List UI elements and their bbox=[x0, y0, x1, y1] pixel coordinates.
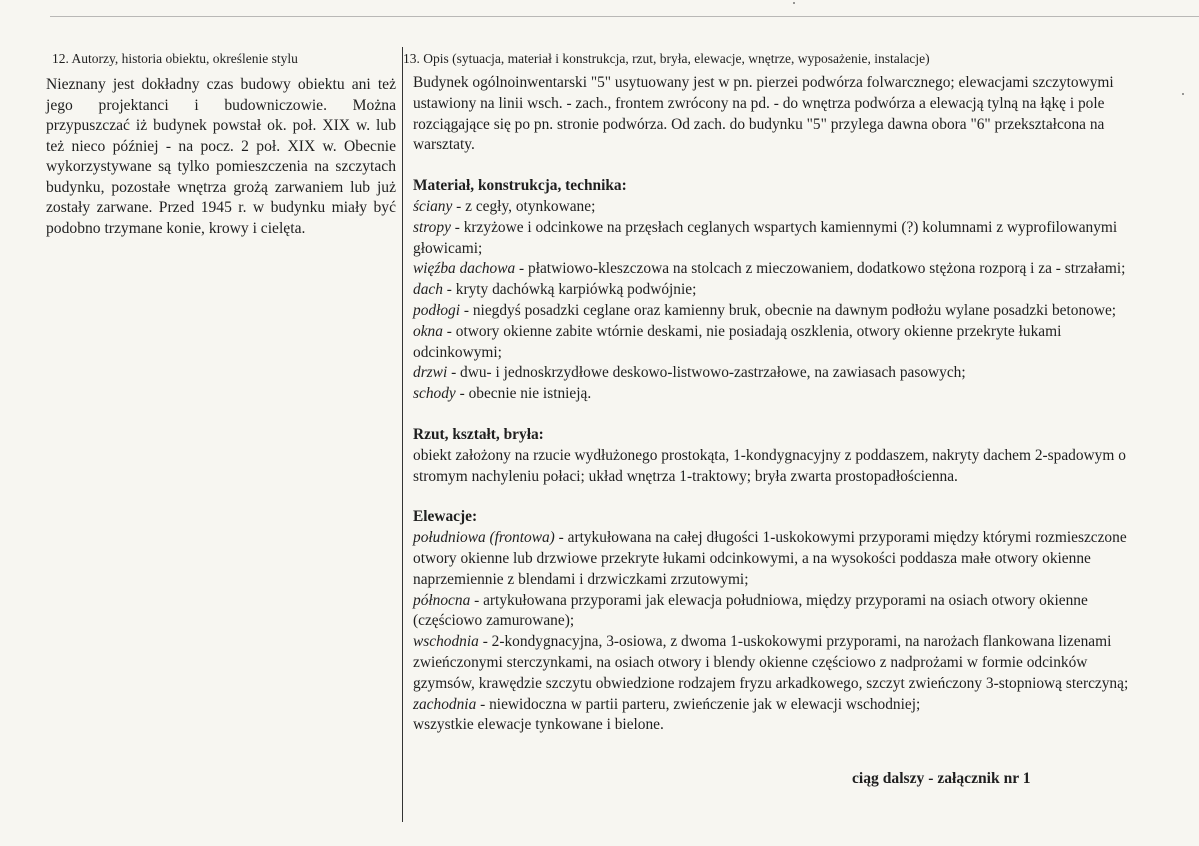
elevation-item-east bbox=[413, 632, 1145, 694]
scan-speck bbox=[1182, 93, 1184, 95]
material-item-doors bbox=[413, 363, 1145, 384]
term-text: - kryty dachówką karpiówką podwójnie; bbox=[442, 281, 697, 299]
intro-paragraph: Budynek ogólnoinwentarski "5" usytuowany jest w pn. pierzei podwórza folwarcznego; elewacjami szczytowymi ustawiony na linii wsch. - zach., frontem zwrócony na pd. - do wnętrza podwórza a elewacją tylną na łąkę i pole rozciągające się po pn. stronie podwórza. Od zach. do budynku "5" przylega dawna obora "6" przekształcona na warsztaty. bbox=[413, 74, 1114, 154]
material-item-stairs bbox=[413, 384, 1145, 405]
material-item-windows bbox=[413, 322, 1145, 364]
scan-speck bbox=[793, 2, 795, 4]
material-item-roof-truss bbox=[413, 259, 1145, 280]
term-text: - artykułowana przyporami jak elewacja południowa, między przyporami na osiach otwory okienne (częściowo zamurowane); bbox=[413, 591, 1088, 630]
term-text: - otwory okienne zabite wtórnie deskami, nie posiadają oszklenia, otwory okienne przekryte łukami odcinkowymi; bbox=[413, 322, 1062, 361]
term-label: stropy bbox=[413, 218, 451, 236]
term-label: dach bbox=[413, 281, 443, 299]
term-text: - z cegły, otynkowane; bbox=[452, 197, 596, 215]
elevations-list bbox=[413, 528, 1145, 736]
section-12-header: 12. Autorzy, historia obiektu, określenie stylu bbox=[52, 51, 298, 66]
elevation-item-north bbox=[413, 591, 1145, 633]
term-text: - niegdyś posadzki ceglane oraz kamienny bruk, obecnie na dawnym podłożu wylane posadzki betonowe; bbox=[460, 301, 1117, 319]
term-label: wschodnia bbox=[413, 633, 479, 651]
term-label: południowa (frontowa) bbox=[413, 529, 555, 547]
section-13-header: 13. Opis (sytuacja, materiał i konstrukcja, rzut, bryła, elewacje, wnętrze, wyposażenie, instalacje) bbox=[403, 51, 930, 66]
continuation-note: ciąg dalszy - załącznik nr 1 bbox=[852, 770, 1031, 787]
column-divider bbox=[402, 47, 403, 822]
term-text: - 2-kondygnacyjna, 3-osiowa, z dwoma 1-uskokowymi przyporami, na narożach flankowana lizenami zwieńczonymi sterczynkami, na osiach otwory i blendy okienne częściowo z nadprożami w formie odcinków gzymsów, krawędzie szczytu obwiedzione rodzajem fryzu arkadkowego, szczyt zwieńczony 3-stopniową sterczyną; bbox=[413, 633, 1129, 692]
section-13-description bbox=[413, 73, 1145, 736]
term-label: podłogi bbox=[413, 301, 461, 319]
scan-top-rule bbox=[50, 16, 1199, 17]
elevation-item-west bbox=[413, 695, 1145, 716]
term-label: zachodnia bbox=[413, 695, 477, 713]
elevations-closing: wszystkie elewacje tynkowane i bielone. bbox=[413, 716, 664, 734]
term-label: północna bbox=[413, 591, 471, 609]
term-label: drzwi bbox=[413, 364, 448, 382]
material-heading: Materiał, konstrukcja, technika: bbox=[413, 177, 627, 195]
term-text: - artykułowana na całej długości 1-uskokowymi przyporami między którymi rozmieszczone otwory okienne lub drzwiowe przekryte łukami odcinkowymi, a na wysokości poddasza małe otwory okienne naprzemiennie z blendami i drzwiczkami zrzutowymi; bbox=[413, 529, 1127, 588]
term-label: ściany bbox=[413, 197, 453, 215]
term-text: - dwu- i jednoskrzydłowe deskowo-listwowo-zastrzałowe, na zawiasach pasowych; bbox=[447, 364, 966, 382]
elevations-heading: Elewacje: bbox=[413, 508, 478, 526]
term-text: - obecnie nie istnieją. bbox=[455, 385, 592, 403]
term-label: okna bbox=[413, 322, 443, 340]
term-text: - niewidoczna w partii parteru, zwieńczenie jak w elewacji wschodniej; bbox=[476, 695, 921, 713]
term-label: więźba dachowa bbox=[413, 260, 516, 278]
material-list bbox=[413, 197, 1145, 405]
plan-heading: Rzut, kształt, bryła: bbox=[413, 425, 544, 443]
material-item-floors bbox=[413, 301, 1145, 322]
material-item-roof bbox=[413, 280, 1145, 301]
term-text: - płatwiowo-kleszczowa na stolcach z mieczowaniem, dodatkowo stężona rozporą i za - strzałami; bbox=[515, 260, 1126, 278]
term-text: - krzyżowe i odcinkowe na przęsłach ceglanych wspartych kamiennymi (?) kolumnami z wyprofilowanymi głowicami; bbox=[413, 218, 1118, 257]
section-12-history-text: Nieznany jest dokładny czas budowy obiektu ani też jego projektanci i budowniczowie. Można przypuszczać iż budynek powstał ok. poł. XIX w. lub też nieco później - na pocz. 2 poł. XIX w. Obecnie wykorzystywane są tylko pomieszczenia na szczytach budynku, pozostałe wnętrza grożą zarwaniem lub już zostały zarwane. Przed 1945 r. w budynku miały być podobno trzymane konie, krowy i cielęta. bbox=[46, 76, 396, 237]
elevation-item-south bbox=[413, 528, 1145, 590]
plan-paragraph: obiekt założony na rzucie wydłużonego prostokąta, 1-kondygnacyjny z poddaszem, nakryty dachem 2-spadowym o stromym nachyleniu połaci; układ wnętrza 1-traktowy; bryła zwarta prostopadłościenna. bbox=[413, 446, 1126, 485]
material-item-walls bbox=[413, 197, 1145, 218]
material-item-ceilings bbox=[413, 218, 1145, 260]
term-label: schody bbox=[413, 385, 456, 403]
